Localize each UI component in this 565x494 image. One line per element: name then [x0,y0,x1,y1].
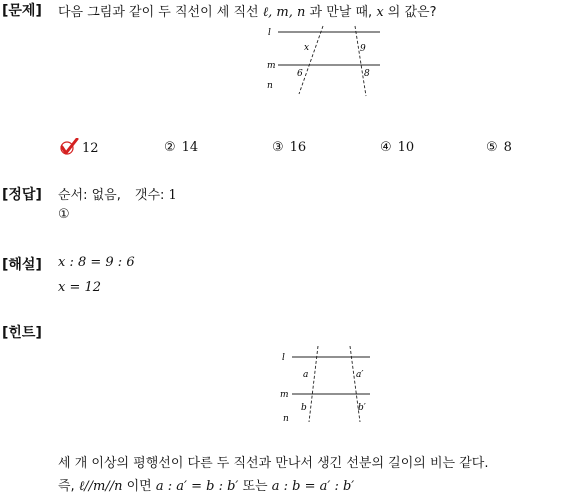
transversal-2 [355,26,366,96]
choice-3[interactable] [272,140,306,155]
fig-label-9: 9 [360,44,366,54]
choice-4[interactable] [380,140,414,155]
question-var: x [376,5,384,20]
solution-label: [해설] [2,257,42,273]
choice-5-number: ⑤ [486,140,498,155]
choice-5-value: 8 [503,140,512,155]
choice-5[interactable] [486,140,512,155]
choice-3-number: ③ [272,140,284,155]
hint-label: [힌트] [2,325,42,341]
solution-line-1: x : 8 = 9 : 6 [58,255,135,270]
answer-label: [정답] [2,187,42,203]
solution-line-2: x = 12 [58,280,102,295]
answer-symbol: ① [58,207,70,222]
hint-math-parallel: ℓ//m//n [78,479,123,494]
fig-label-m: m [267,61,276,71]
hint-text-2-or: 또는 [238,479,272,494]
hint-fig-label-a-prime: a′ [356,370,364,380]
selected-check-icon [60,140,80,156]
problem-figure [264,24,388,98]
question-mid: 과 만날 때, [305,5,377,20]
hint-text-2 [58,475,354,494]
hint-fig-label-b-prime: b′ [358,403,366,413]
choice-4-value: 10 [397,140,415,155]
choice-2-value: 14 [181,140,199,155]
choice-2[interactable] [164,140,198,155]
hint-text-2-mid: 이면 [122,479,156,494]
question-prefix: 다음 그림과 같이 두 직선이 세 직선 [58,5,263,20]
choice-2-number: ② [164,140,176,155]
answer-meta [58,184,177,203]
hint-fig-label-l: l [282,353,285,363]
order-label: 순서: 없음, [58,188,121,203]
choice-4-number: ④ [380,140,392,155]
choice-3-value: 16 [289,140,307,155]
hint-fig-label-b: b [301,403,307,413]
hint-text-1: 세 개 이상의 평행선이 다른 두 직선과 만나서 생긴 선분의 길이의 비는 같다. [58,456,489,471]
hint-math-ratio-1: a : a′ = b : b′ [155,479,239,494]
question-text [58,1,437,20]
hint-fig-label-a: a [303,370,309,380]
count-value: 1 [168,188,177,203]
question-suffix: 의 값은? [383,5,437,20]
fig-label-6: 6 [297,69,303,79]
hint-text-2-prefix: 즉, [58,479,79,494]
fig-label-x: x [304,43,310,53]
choice-1-value: 12 [82,140,99,156]
transversal-1 [299,26,323,94]
problem-label: [문제] [2,3,42,19]
hint-figure [278,344,374,424]
hint-math-ratio-2: a : b = a′ : b′ [271,479,355,494]
choice-1[interactable] [60,140,99,156]
hint-fig-label-m: m [280,390,289,400]
hint-fig-label-n: n [283,414,289,424]
fig-label-8: 8 [364,69,370,79]
question-lines: ℓ, m, n [262,5,306,20]
fig-label-l: l [268,28,271,38]
fig-label-n: n [267,81,273,91]
count-label: 갯수: [134,188,169,203]
